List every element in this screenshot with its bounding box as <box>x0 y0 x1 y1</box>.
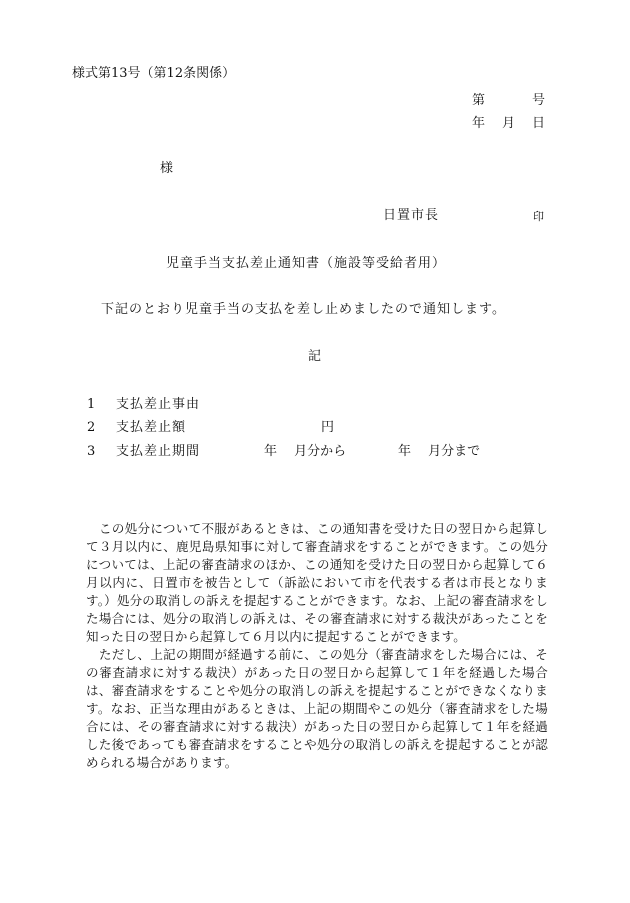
period-from: 年 月分から <box>264 444 347 459</box>
intro-text: 下記のとおり児童手当の支払を差し止めましたので通知します。 <box>101 302 506 317</box>
form-number: 様式第13号（第12条関係） <box>72 66 236 81</box>
doc-number-prefix: 第 <box>472 93 486 108</box>
issuer-name: 日置市長 <box>383 208 440 223</box>
item-label-period: 支払差止期間 <box>116 444 201 459</box>
date-day: 日 <box>532 116 546 131</box>
item-label-reason: 支払差止事由 <box>116 397 201 412</box>
seal-mark: 印 <box>533 210 544 223</box>
item-number: 3 <box>87 444 96 459</box>
notice-paragraph-1: この処分について不服があるときは、この通知書を受けた日の翌日から起算して３月以内に、鹿児島県知事に対して審査請求をすることができます。この処分については、上記の審査請求のほか、この通知を受けた日の翌日から起算して６月以内に、日置市を被告として（訴訟において市を代表する者は市長となります。）処分の取消しの訴えを提起することができます。なお、上記の審査請求をした場合には、処分の取消しの訴えは、その審査請求に対する裁決があったことを知った日の翌日から起算して６月以内に提起することができます。 <box>86 521 548 644</box>
date-month: 月 <box>502 116 516 131</box>
item-label-amount: 支払差止額 <box>116 420 187 435</box>
date-year: 年 <box>472 116 486 131</box>
notice-paragraph-2: ただし、上記の期間が経過する前に、この処分（審査請求をした場合には、その審査請求に対する裁決）があった日の翌日から起算して１年を経過した場合は、審査請求をすることや処分の取消しの訴えを提起することができなくなります。なお、正当な理由があるときは、上記の期間やこの処分（審査請求をした場合には、その審査請求に対する裁決）があった日の翌日から起算して１年を経過した後であっても審査請求をすることや処分の取消しの訴えを提起することが認められる場合があります。 <box>86 647 548 770</box>
period-to: 年 月分まで <box>398 444 481 459</box>
document-title: 児童手当支払差止通知書（施設等受給者用） <box>166 256 447 271</box>
ki-mark: 記 <box>308 349 322 364</box>
amount-unit: 円 <box>321 420 335 435</box>
item-number: 2 <box>87 420 96 435</box>
addressee-suffix: 様 <box>160 161 174 176</box>
item-number: 1 <box>87 397 96 412</box>
doc-number-suffix: 号 <box>532 93 546 108</box>
